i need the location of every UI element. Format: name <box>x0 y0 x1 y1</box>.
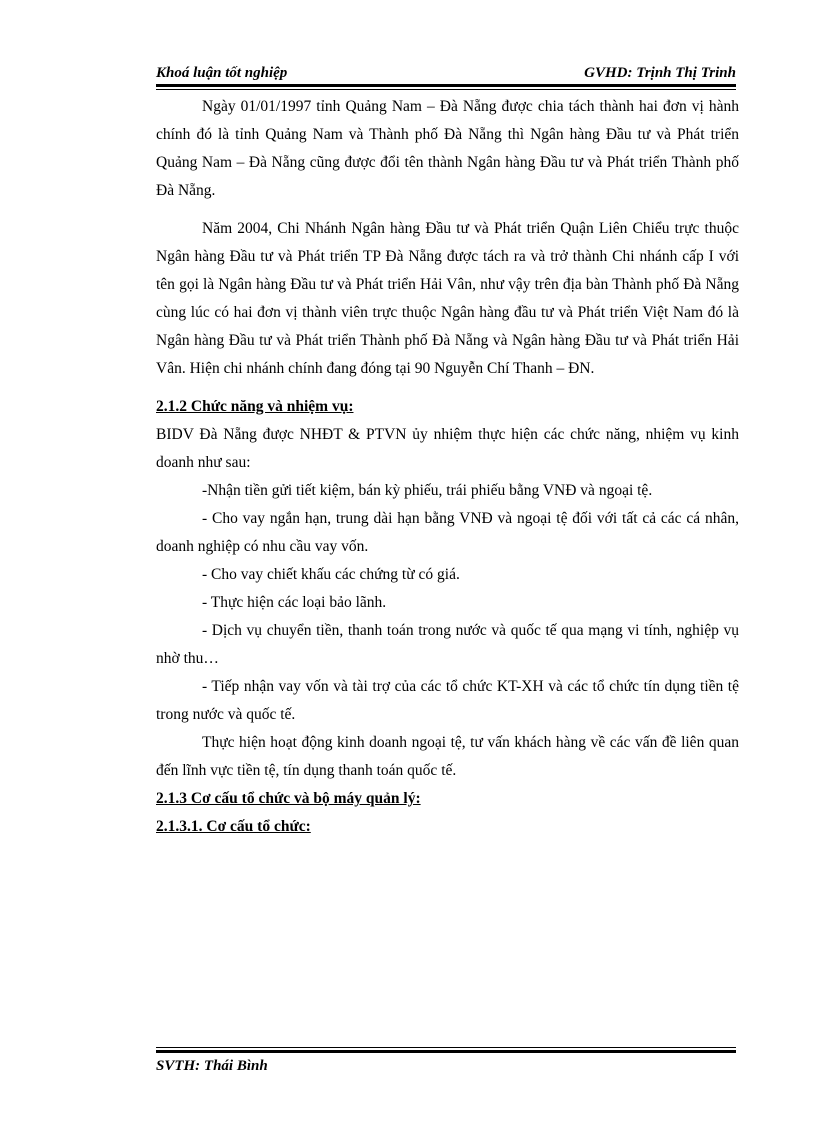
header-right: GVHD: Trịnh Thị Trinh <box>584 65 736 81</box>
paragraph-2: Năm 2004, Chi Nhánh Ngân hàng Đầu tư và Phát triển Quận Liên Chiểu trực thuộc Ngân hàng Đầu tư và Phát triển TP Đà Nẵng được tách ra và trở thành Chi nhánh cấp I với tên gọi là Ngân hàng Đầu tư và Phát triển Hải Vân, như vậy trên địa bàn Thành phố Đà Nẵng cùng lúc có hai đơn vị thành viên trực thuộc Ngân hàng đầu tư và Phát triển Việt Nam đó là Ngân hàng Đầu tư và Phát triển Thành phố Đà Nẵng và Ngân hàng Đầu tư và Phát triển Hải Vân. Hiện chi nhánh chính đang đóng tại 90 Nguyễn Chí Thanh – ĐN. <box>156 220 739 377</box>
list-item: -Nhận tiền gửi tiết kiệm, bán kỳ phiếu, trái phiếu bằng VNĐ và ngoại tệ. <box>202 482 653 499</box>
heading-2-1-3: 2.1.3 Cơ cấu tổ chức và bộ máy quản lý: <box>156 790 421 807</box>
header-rule-thin <box>156 89 736 90</box>
list-item: - Thực hiện các loại bảo lãnh. <box>202 594 387 611</box>
paragraph-3: BIDV Đà Nẵng được NHĐT & PTVN ủy nhiệm thực hiện các chức năng, nhiệm vụ kinh doanh như sau: <box>156 426 739 471</box>
list-item: - Tiếp nhận vay vốn và tài trợ của các tổ chức KT-XH và các tổ chức tín dụng tiền tệ trong nước và quốc tế. <box>156 678 739 723</box>
page-footer: SVTH: Thái Bình <box>156 1058 268 1074</box>
page-header <box>156 63 736 85</box>
heading-2-1-3-1: 2.1.3.1. Cơ cấu tổ chức: <box>156 818 311 835</box>
header-rule-thick <box>156 84 736 87</box>
header-left: Khoá luận tốt nghiệp <box>156 65 288 81</box>
paragraph-1: Ngày 01/01/1997 tỉnh Quảng Nam – Đà Nẵng được chia tách thành hai đơn vị hành chính đó là tỉnh Quảng Nam và Thành phố Đà Nẵng thì Ngân hàng Đầu tư và Phát triển Quảng Nam – Đà Nẵng cũng được đổi tên thành Ngân hàng Đầu tư và Phát triển Thành phố Đà Nẵng. <box>156 98 739 199</box>
list-item: - Cho vay chiết khấu các chứng từ có giá. <box>202 566 460 583</box>
heading-2-1-2: 2.1.2 Chức năng và nhiệm vụ: <box>156 398 354 415</box>
list-item: - Dịch vụ chuyển tiền, thanh toán trong nước và quốc tế qua mạng vi tính, nghiệp vụ nhờ thu… <box>156 622 739 667</box>
list-item: - Cho vay ngắn hạn, trung dài hạn bằng VNĐ và ngoại tệ đối với tất cả các cá nhân, doanh nghiệp có nhu cầu vay vốn. <box>156 510 739 555</box>
page-body <box>156 93 739 841</box>
list-item: Thực hiện hoạt động kinh doanh ngoại tệ, tư vấn khách hàng về các vấn đề liên quan đến lĩnh vực tiền tệ, tín dụng thanh toán quốc tế. <box>156 734 739 779</box>
footer-rule-thin <box>156 1047 736 1048</box>
footer-rule-thick <box>156 1050 736 1053</box>
